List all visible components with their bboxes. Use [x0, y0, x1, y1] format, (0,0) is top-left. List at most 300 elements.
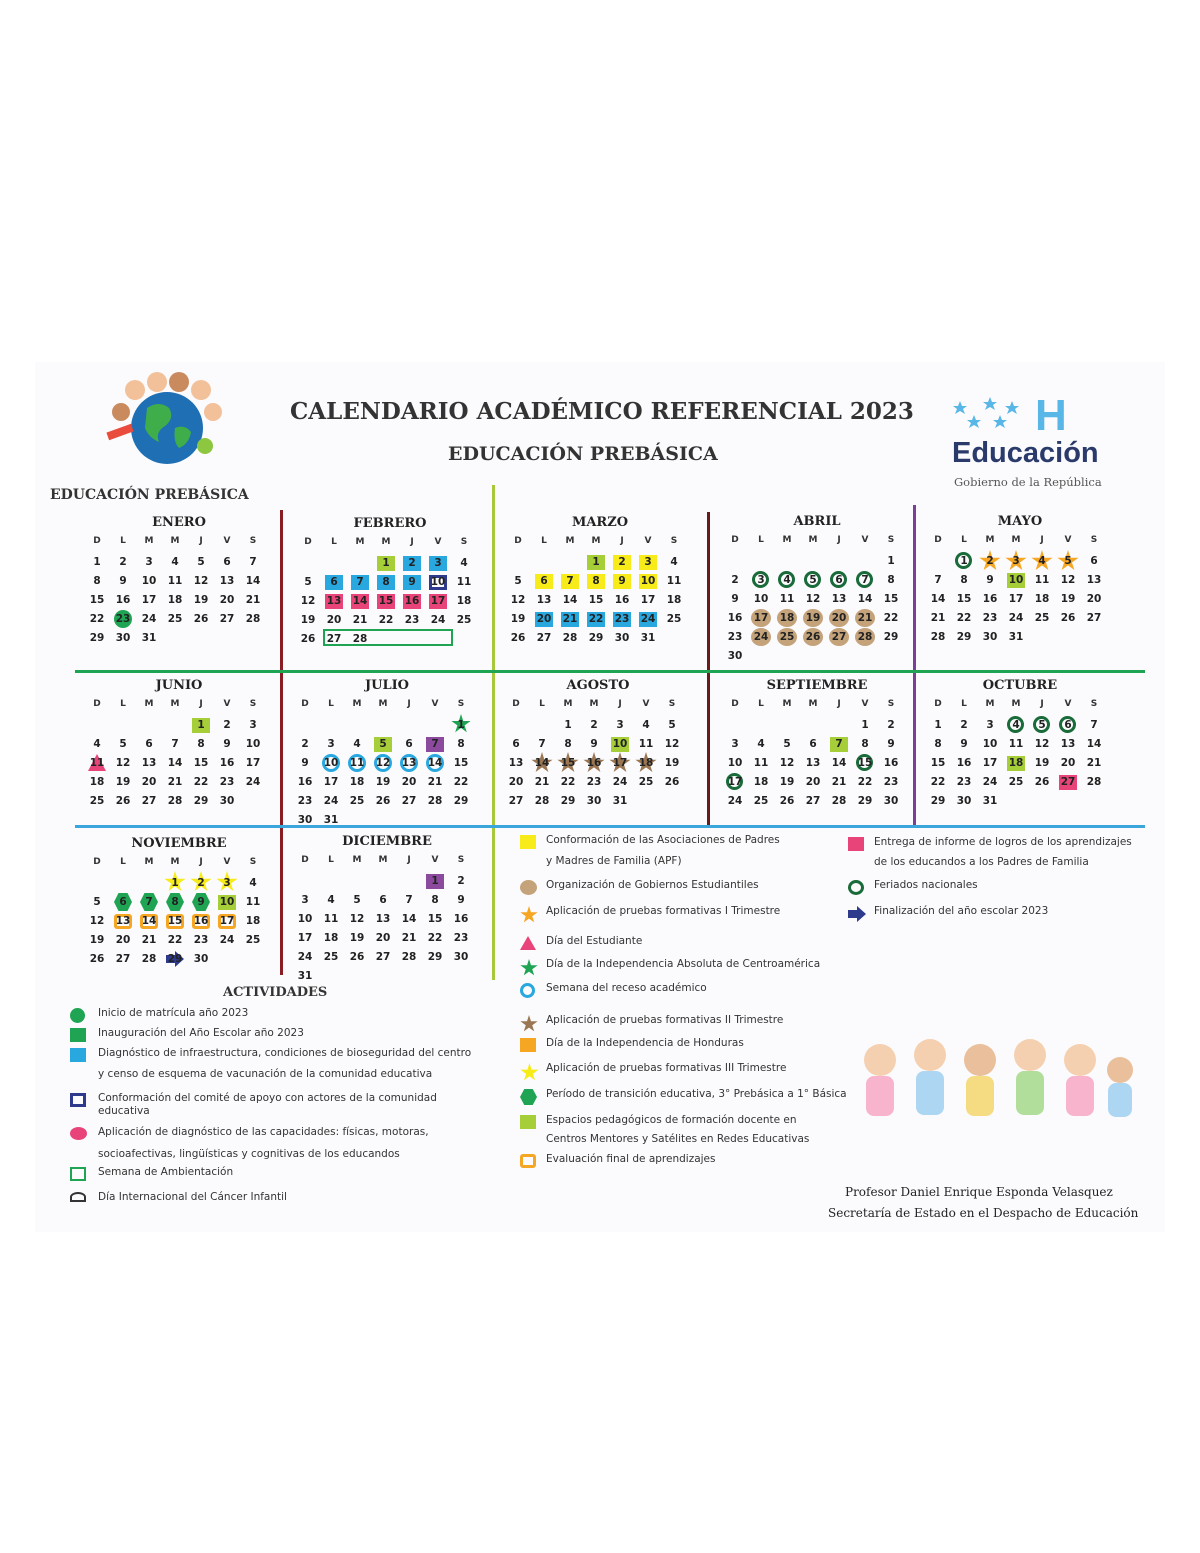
day-cell[interactable] [318, 754, 344, 772]
day-cell[interactable] [748, 628, 774, 646]
day-cell[interactable] [188, 716, 214, 734]
day-cell[interactable] [347, 611, 373, 629]
day-cell[interactable] [774, 735, 800, 753]
day-cell[interactable] [1081, 773, 1107, 791]
day-cell[interactable] [214, 773, 240, 791]
day-cell[interactable] [1029, 754, 1055, 772]
day-cell[interactable] [162, 792, 188, 810]
day-cell[interactable] [110, 610, 136, 628]
day-cell[interactable] [633, 735, 659, 753]
day-cell[interactable] [505, 610, 531, 628]
day-cell[interactable] [826, 571, 852, 589]
day-cell[interactable] [774, 754, 800, 772]
day-cell[interactable] [503, 792, 529, 810]
day-cell[interactable] [347, 573, 373, 591]
day-cell[interactable] [748, 590, 774, 608]
day-cell[interactable] [373, 611, 399, 629]
day-cell[interactable] [347, 592, 373, 610]
day-cell[interactable] [451, 611, 477, 629]
day-cell[interactable] [292, 948, 318, 966]
day-cell[interactable] [84, 931, 110, 949]
day-cell[interactable] [136, 629, 162, 647]
day-cell[interactable] [505, 629, 531, 647]
day-cell[interactable] [977, 609, 1003, 627]
day-cell[interactable] [240, 716, 266, 734]
day-cell[interactable] [136, 754, 162, 772]
day-cell[interactable] [925, 571, 951, 589]
day-cell[interactable] [1055, 754, 1081, 772]
day-cell[interactable] [344, 910, 370, 928]
day-cell[interactable] [722, 609, 748, 627]
day-cell[interactable] [240, 893, 266, 911]
day-cell[interactable] [318, 811, 344, 829]
day-cell[interactable] [162, 572, 188, 590]
day-cell[interactable] [240, 735, 266, 753]
day-cell[interactable] [581, 716, 607, 734]
day-cell[interactable] [136, 893, 162, 911]
day-cell[interactable] [951, 792, 977, 810]
day-cell[interactable] [951, 609, 977, 627]
day-cell[interactable] [399, 573, 425, 591]
day-cell[interactable] [878, 552, 904, 570]
day-cell[interactable] [977, 552, 1003, 570]
day-cell[interactable] [826, 773, 852, 791]
day-cell[interactable] [633, 773, 659, 791]
day-cell[interactable] [661, 610, 687, 628]
day-cell[interactable] [925, 628, 951, 646]
day-cell[interactable] [1003, 552, 1029, 570]
day-cell[interactable] [661, 591, 687, 609]
day-cell[interactable] [136, 931, 162, 949]
day-cell[interactable] [1081, 609, 1107, 627]
day-cell[interactable] [292, 811, 318, 829]
day-cell[interactable] [84, 572, 110, 590]
day-cell[interactable] [188, 754, 214, 772]
day-cell[interactable] [878, 754, 904, 772]
day-cell[interactable] [878, 716, 904, 734]
day-cell[interactable] [878, 792, 904, 810]
day-cell[interactable] [774, 609, 800, 627]
day-cell[interactable] [240, 591, 266, 609]
day-cell[interactable] [292, 910, 318, 928]
day-cell[interactable] [396, 792, 422, 810]
day-cell[interactable] [581, 735, 607, 753]
day-cell[interactable] [1029, 735, 1055, 753]
day-cell[interactable] [422, 910, 448, 928]
day-cell[interactable] [373, 554, 399, 572]
day-cell[interactable] [84, 629, 110, 647]
day-cell[interactable] [925, 716, 951, 734]
day-cell[interactable] [800, 754, 826, 772]
day-cell[interactable] [84, 792, 110, 810]
day-cell[interactable] [240, 773, 266, 791]
day-cell[interactable] [396, 754, 422, 772]
day-cell[interactable] [425, 592, 451, 610]
day-cell[interactable] [136, 792, 162, 810]
day-cell[interactable] [240, 572, 266, 590]
day-cell[interactable] [188, 893, 214, 911]
day-cell[interactable] [162, 773, 188, 791]
day-cell[interactable] [448, 792, 474, 810]
day-cell[interactable] [503, 773, 529, 791]
day-cell[interactable] [951, 773, 977, 791]
day-cell[interactable] [659, 716, 685, 734]
day-cell[interactable] [370, 929, 396, 947]
day-cell[interactable] [162, 553, 188, 571]
day-cell[interactable] [451, 554, 477, 572]
day-cell[interactable] [977, 628, 1003, 646]
day-cell[interactable] [1055, 735, 1081, 753]
day-cell[interactable] [878, 628, 904, 646]
day-cell[interactable] [422, 792, 448, 810]
day-cell[interactable] [800, 628, 826, 646]
day-cell[interactable] [531, 610, 557, 628]
day-cell[interactable] [748, 571, 774, 589]
day-cell[interactable] [826, 609, 852, 627]
day-cell[interactable] [1055, 552, 1081, 570]
day-cell[interactable] [451, 573, 477, 591]
day-cell[interactable] [748, 754, 774, 772]
day-cell[interactable] [659, 773, 685, 791]
day-cell[interactable] [555, 792, 581, 810]
day-cell[interactable] [162, 735, 188, 753]
day-cell[interactable] [240, 553, 266, 571]
day-cell[interactable] [977, 735, 1003, 753]
day-cell[interactable] [84, 912, 110, 930]
day-cell[interactable] [878, 590, 904, 608]
day-cell[interactable] [214, 553, 240, 571]
day-cell[interactable] [84, 735, 110, 753]
day-cell[interactable] [722, 590, 748, 608]
day-cell[interactable] [609, 591, 635, 609]
day-cell[interactable] [188, 792, 214, 810]
day-cell[interactable] [396, 773, 422, 791]
day-cell[interactable] [422, 929, 448, 947]
day-cell[interactable] [607, 792, 633, 810]
day-cell[interactable] [878, 735, 904, 753]
day-cell[interactable] [925, 590, 951, 608]
day-cell[interactable] [318, 929, 344, 947]
day-cell[interactable] [531, 629, 557, 647]
day-cell[interactable] [1003, 628, 1029, 646]
day-cell[interactable] [1055, 590, 1081, 608]
day-cell[interactable] [110, 735, 136, 753]
day-cell[interactable] [214, 874, 240, 892]
day-cell[interactable] [774, 628, 800, 646]
day-cell[interactable] [214, 610, 240, 628]
day-cell[interactable] [661, 553, 687, 571]
day-cell[interactable] [422, 754, 448, 772]
day-cell[interactable] [878, 609, 904, 627]
day-cell[interactable] [852, 590, 878, 608]
day-cell[interactable] [659, 754, 685, 772]
day-cell[interactable] [609, 629, 635, 647]
day-cell[interactable] [318, 792, 344, 810]
day-cell[interactable] [722, 628, 748, 646]
day-cell[interactable] [555, 735, 581, 753]
day-cell[interactable] [110, 572, 136, 590]
day-cell[interactable] [1003, 609, 1029, 627]
day-cell[interactable] [295, 573, 321, 591]
day-cell[interactable] [635, 610, 661, 628]
day-cell[interactable] [607, 716, 633, 734]
day-cell[interactable] [531, 572, 557, 590]
day-cell[interactable] [1029, 609, 1055, 627]
day-cell[interactable] [977, 773, 1003, 791]
day-cell[interactable] [583, 553, 609, 571]
day-cell[interactable] [852, 628, 878, 646]
day-cell[interactable] [1003, 735, 1029, 753]
day-cell[interactable] [188, 735, 214, 753]
day-cell[interactable] [1055, 571, 1081, 589]
day-cell[interactable] [162, 610, 188, 628]
day-cell[interactable] [925, 754, 951, 772]
day-cell[interactable] [188, 912, 214, 930]
day-cell[interactable] [344, 773, 370, 791]
day-cell[interactable] [84, 950, 110, 968]
day-cell[interactable] [188, 591, 214, 609]
day-cell[interactable] [977, 590, 1003, 608]
day-cell[interactable] [188, 553, 214, 571]
day-cell[interactable] [1003, 716, 1029, 734]
day-cell[interactable] [925, 792, 951, 810]
day-cell[interactable] [774, 571, 800, 589]
day-cell[interactable] [557, 629, 583, 647]
day-cell[interactable] [609, 572, 635, 590]
day-cell[interactable] [396, 929, 422, 947]
day-cell[interactable] [136, 735, 162, 753]
day-cell[interactable] [136, 950, 162, 968]
day-cell[interactable] [529, 792, 555, 810]
day-cell[interactable] [448, 891, 474, 909]
day-cell[interactable] [422, 735, 448, 753]
day-cell[interactable] [396, 910, 422, 928]
day-cell[interactable] [214, 792, 240, 810]
day-cell[interactable] [722, 647, 748, 665]
day-cell[interactable] [1055, 716, 1081, 734]
day-cell[interactable] [557, 610, 583, 628]
day-cell[interactable] [136, 912, 162, 930]
day-cell[interactable] [344, 948, 370, 966]
day-cell[interactable] [635, 553, 661, 571]
day-cell[interactable] [633, 716, 659, 734]
day-cell[interactable] [373, 573, 399, 591]
day-cell[interactable] [422, 872, 448, 890]
day-cell[interactable] [555, 754, 581, 772]
day-cell[interactable] [800, 773, 826, 791]
day-cell[interactable] [396, 735, 422, 753]
day-cell[interactable] [292, 735, 318, 753]
day-cell[interactable] [370, 735, 396, 753]
day-cell[interactable] [321, 592, 347, 610]
day-cell[interactable] [557, 572, 583, 590]
day-cell[interactable] [925, 773, 951, 791]
day-cell[interactable] [1003, 571, 1029, 589]
day-cell[interactable] [136, 773, 162, 791]
day-cell[interactable] [295, 592, 321, 610]
day-cell[interactable] [162, 893, 188, 911]
day-cell[interactable] [422, 773, 448, 791]
day-cell[interactable] [925, 735, 951, 753]
day-cell[interactable] [774, 590, 800, 608]
day-cell[interactable] [370, 773, 396, 791]
day-cell[interactable] [583, 591, 609, 609]
day-cell[interactable] [529, 754, 555, 772]
day-cell[interactable] [188, 610, 214, 628]
day-cell[interactable] [800, 792, 826, 810]
day-cell[interactable] [878, 571, 904, 589]
day-cell[interactable] [505, 591, 531, 609]
day-cell[interactable] [977, 792, 1003, 810]
day-cell[interactable] [399, 554, 425, 572]
day-cell[interactable] [635, 591, 661, 609]
day-cell[interactable] [1055, 773, 1081, 791]
day-cell[interactable] [748, 792, 774, 810]
day-cell[interactable] [722, 754, 748, 772]
day-cell[interactable] [84, 610, 110, 628]
day-cell[interactable] [318, 773, 344, 791]
day-cell[interactable] [925, 609, 951, 627]
day-cell[interactable] [451, 592, 477, 610]
day-cell[interactable] [951, 754, 977, 772]
day-cell[interactable] [581, 792, 607, 810]
day-cell[interactable] [110, 629, 136, 647]
day-cell[interactable] [422, 891, 448, 909]
day-cell[interactable] [84, 773, 110, 791]
day-cell[interactable] [240, 931, 266, 949]
day-cell[interactable] [581, 773, 607, 791]
day-cell[interactable] [1081, 716, 1107, 734]
day-cell[interactable] [292, 792, 318, 810]
day-cell[interactable] [505, 572, 531, 590]
day-cell[interactable] [852, 716, 878, 734]
day-cell[interactable] [852, 754, 878, 772]
day-cell[interactable] [609, 610, 635, 628]
day-cell[interactable] [292, 891, 318, 909]
day-cell[interactable] [774, 773, 800, 791]
day-cell[interactable] [448, 948, 474, 966]
day-cell[interactable] [529, 773, 555, 791]
day-cell[interactable] [722, 792, 748, 810]
day-cell[interactable] [136, 572, 162, 590]
day-cell[interactable] [826, 735, 852, 753]
day-cell[interactable] [318, 891, 344, 909]
day-cell[interactable] [321, 611, 347, 629]
day-cell[interactable] [826, 754, 852, 772]
day-cell[interactable] [878, 773, 904, 791]
day-cell[interactable] [748, 609, 774, 627]
day-cell[interactable] [555, 773, 581, 791]
day-cell[interactable] [422, 948, 448, 966]
day-cell[interactable] [295, 630, 321, 648]
day-cell[interactable] [722, 735, 748, 753]
day-cell[interactable] [396, 891, 422, 909]
day-cell[interactable] [110, 773, 136, 791]
day-cell[interactable] [292, 754, 318, 772]
day-cell[interactable] [110, 912, 136, 930]
day-cell[interactable] [110, 591, 136, 609]
day-cell[interactable] [826, 628, 852, 646]
day-cell[interactable] [1029, 552, 1055, 570]
day-cell[interactable] [951, 716, 977, 734]
day-cell[interactable] [977, 754, 1003, 772]
day-cell[interactable] [214, 716, 240, 734]
day-cell[interactable] [555, 716, 581, 734]
day-cell[interactable] [531, 591, 557, 609]
day-cell[interactable] [826, 792, 852, 810]
day-cell[interactable] [661, 572, 687, 590]
day-cell[interactable] [1029, 773, 1055, 791]
day-cell[interactable] [1003, 773, 1029, 791]
day-cell[interactable] [240, 754, 266, 772]
day-cell[interactable] [188, 950, 214, 968]
day-cell[interactable] [826, 590, 852, 608]
day-cell[interactable] [1081, 754, 1107, 772]
day-cell[interactable] [370, 754, 396, 772]
day-cell[interactable] [448, 773, 474, 791]
day-cell[interactable] [951, 571, 977, 589]
day-cell[interactable] [214, 591, 240, 609]
day-cell[interactable] [448, 716, 474, 734]
day-cell[interactable] [188, 874, 214, 892]
day-cell[interactable] [318, 735, 344, 753]
day-cell[interactable] [136, 610, 162, 628]
day-cell[interactable] [1029, 716, 1055, 734]
day-cell[interactable] [344, 735, 370, 753]
day-cell[interactable] [607, 773, 633, 791]
day-cell[interactable] [448, 929, 474, 947]
day-cell[interactable] [583, 610, 609, 628]
day-cell[interactable] [399, 592, 425, 610]
day-cell[interactable] [84, 754, 110, 772]
day-cell[interactable] [581, 754, 607, 772]
day-cell[interactable] [448, 754, 474, 772]
day-cell[interactable] [110, 931, 136, 949]
day-cell[interactable] [977, 716, 1003, 734]
day-cell[interactable] [373, 592, 399, 610]
day-cell[interactable] [240, 610, 266, 628]
day-cell[interactable] [84, 893, 110, 911]
day-cell[interactable] [503, 735, 529, 753]
day-cell[interactable] [110, 893, 136, 911]
day-cell[interactable] [344, 792, 370, 810]
day-cell[interactable] [583, 629, 609, 647]
day-cell[interactable] [800, 735, 826, 753]
day-cell[interactable] [292, 929, 318, 947]
day-cell[interactable] [162, 950, 188, 968]
day-cell[interactable] [240, 912, 266, 930]
day-cell[interactable] [425, 611, 451, 629]
day-cell[interactable] [1029, 571, 1055, 589]
day-cell[interactable] [318, 910, 344, 928]
day-cell[interactable] [188, 773, 214, 791]
day-cell[interactable] [852, 773, 878, 791]
day-cell[interactable] [214, 735, 240, 753]
day-cell[interactable] [318, 948, 344, 966]
day-cell[interactable] [1029, 590, 1055, 608]
day-cell[interactable] [110, 754, 136, 772]
day-cell[interactable] [951, 552, 977, 570]
day-cell[interactable] [557, 591, 583, 609]
day-cell[interactable] [214, 572, 240, 590]
day-cell[interactable] [84, 591, 110, 609]
day-cell[interactable] [370, 891, 396, 909]
day-cell[interactable] [448, 872, 474, 890]
day-cell[interactable] [84, 553, 110, 571]
day-cell[interactable] [635, 572, 661, 590]
day-cell[interactable] [852, 609, 878, 627]
day-cell[interactable] [292, 967, 318, 985]
